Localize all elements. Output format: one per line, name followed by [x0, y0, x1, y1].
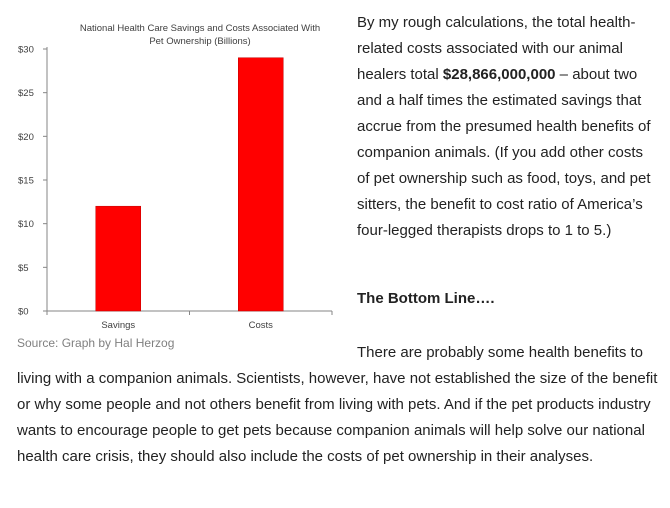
y-tick-label: $5 [18, 262, 29, 274]
chart-canvas [14, 14, 342, 339]
y-tick-label: $20 [18, 131, 34, 143]
total-cost-amount: $28,866,000,000 [442, 66, 556, 83]
bar-savings [96, 206, 141, 311]
x-tick-label: Savings [101, 320, 136, 331]
chart-title-line: National Health Care Savings and Costs Associated With [79, 23, 321, 34]
chart-title-line: Pet Ownership (Billions) [149, 36, 251, 47]
y-tick-label: $25 [18, 88, 34, 100]
paragraph-bottom-line-text: There are probably some health benefits to living with a companion animals. Scientists, however, have not established the size of the benefit or why some people and not others benefit from living with pets. And if the pet products industry wants to encourage people to get pets because companion animals will help solve our national health care crisis, they should also include the costs of pet ownership in their analyses. [17, 344, 658, 465]
y-tick-label: $15 [18, 175, 34, 187]
paragraph-bottom-line [17, 340, 662, 470]
chart-source-caption: Source: Graph by Hal Herzog [17, 336, 175, 350]
bar-chart [14, 14, 342, 339]
y-tick-label: $30 [18, 44, 34, 56]
float-spacer [17, 347, 357, 357]
section-heading: The Bottom Line…. [357, 290, 495, 307]
paragraph-costs-intro: By my rough calculations, the total health-related costs associated with our animal healers total [357, 14, 636, 83]
paragraph-costs [357, 10, 659, 244]
paragraph-costs-rest: – about two and a half times the estimated savings that accrue from the presumed health benefits of companion animals. (If you add other costs of pet ownership such as food, toys, and pet sitters, the benefit to cost ratio of America’s four-legged therapists drops to 1 to 5.) [357, 66, 651, 239]
bar-costs [238, 58, 283, 311]
x-tick-label: Costs [248, 320, 273, 331]
y-tick-label: $0 [18, 306, 29, 318]
y-tick-label: $10 [18, 219, 34, 231]
